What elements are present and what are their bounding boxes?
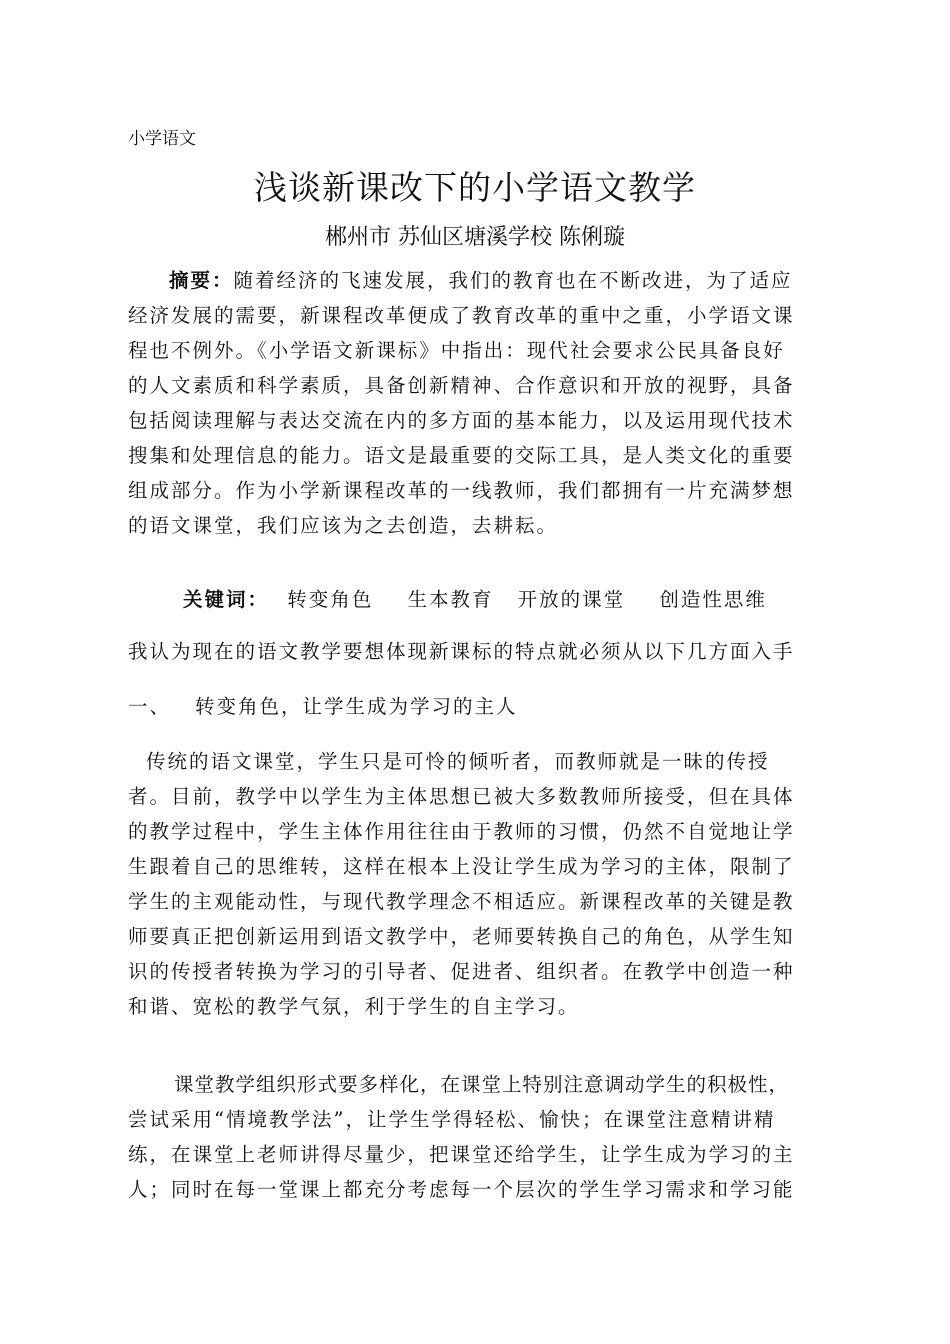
keywords-line	[183, 585, 767, 615]
paragraph-line: 生跟着自己的思维转，这样在根本上没让学生成为学习的主体，限制了	[128, 855, 795, 878]
paragraph	[128, 1067, 824, 1207]
keywords-label: 关键词：	[183, 588, 270, 611]
abstract-label: 摘要：	[169, 269, 234, 292]
abstract-line: 的人文素质和科学素质，具备创新精神、合作意识和开放的视野，具备	[128, 374, 795, 397]
document-title: 浅谈新课改下的小学语文教学	[254, 168, 696, 207]
keyword-item: 开放的课堂	[517, 588, 626, 611]
abstract-line: 程也不例外。《小学语文新课标》中指出：现代社会要求公民具备良好	[128, 339, 785, 362]
paragraph	[128, 744, 824, 1024]
abstract-line: 的语文课堂，我们应该为之去创造，去耕耘。	[128, 514, 559, 537]
abstract-text: 随着经济的飞速发展，我们的教育也在不断改进，为了适应	[233, 269, 793, 292]
abstract	[128, 263, 824, 543]
abstract-line: 经济发展的需要，新课程改革便成了教育改革的重中之重，小学语文课	[128, 304, 795, 327]
abstract-line	[128, 263, 824, 298]
keyword-item: 转变角色	[287, 588, 374, 611]
keyword-item: 创造性思维	[659, 588, 767, 611]
abstract-line: 搜集和处理信息的能力。语文是最重要的交际工具，是人类文化的重要	[128, 444, 795, 467]
keyword-item: 生本教育	[407, 588, 494, 611]
paragraph-line: 者。目前，教学中以学生为主体思想已被大多数教师所接受，但在具体	[128, 785, 795, 808]
author-line: 郴州市 苏仙区塘溪学校 陈俐璇	[325, 225, 625, 250]
section-title: 转变角色，让学生成为学习的主人	[195, 695, 518, 718]
paragraph-line: 课堂教学组织形式要多样化，在课堂上特别注意调动学生的积极性，	[174, 1073, 790, 1096]
paragraph-line: 识的传授者转换为学习的引导者、促进者、组织者。在教学中创造一种	[128, 960, 795, 983]
category-label: 小学语文	[128, 129, 196, 149]
paragraph-line: 尝试采用“情境教学法”，让学生学得轻松、愉快；在课堂注意精讲精	[128, 1108, 776, 1131]
paragraph-line: 和谐、宽松的教学气氛，利于学生的自主学习。	[128, 995, 580, 1018]
paragraph-line: 练，在课堂上老师讲得尽量少，把课堂还给学生，让学生成为学习的主	[128, 1143, 795, 1166]
paragraph-line: 人；同时在每一堂课上都充分考虑每一个层次的学生学习需求和学习能	[128, 1178, 795, 1201]
abstract-line: 包括阅读理解与表达交流在内的多方面的基本能力，以及运用现代技术	[128, 409, 795, 432]
paragraph-line: 的教学过程中，学生主体作用往往由于教师的习惯，仍然不自觉地让学	[128, 820, 795, 843]
paragraph-line: 师要真正把创新运用到语文教学中，老师要转换自己的角色，从学生知	[128, 925, 795, 948]
section-number: 一、	[128, 695, 172, 718]
intro-sentence: 我认为现在的语文教学要想体现新课标的特点就必须从以下几方面入手	[128, 640, 795, 663]
paragraph-line: 学生的主观能动性，与现代教学理念不相适应。新课程改革的关键是教	[128, 890, 795, 913]
abstract-line: 组成部分。作为小学新课程改革的一线教师，我们都拥有一片充满梦想	[128, 479, 795, 502]
section-heading	[128, 692, 518, 722]
paragraph-line: 传统的语文课堂，学生只是可怜的倾听者，而教师就是一昧的传授	[146, 750, 770, 773]
